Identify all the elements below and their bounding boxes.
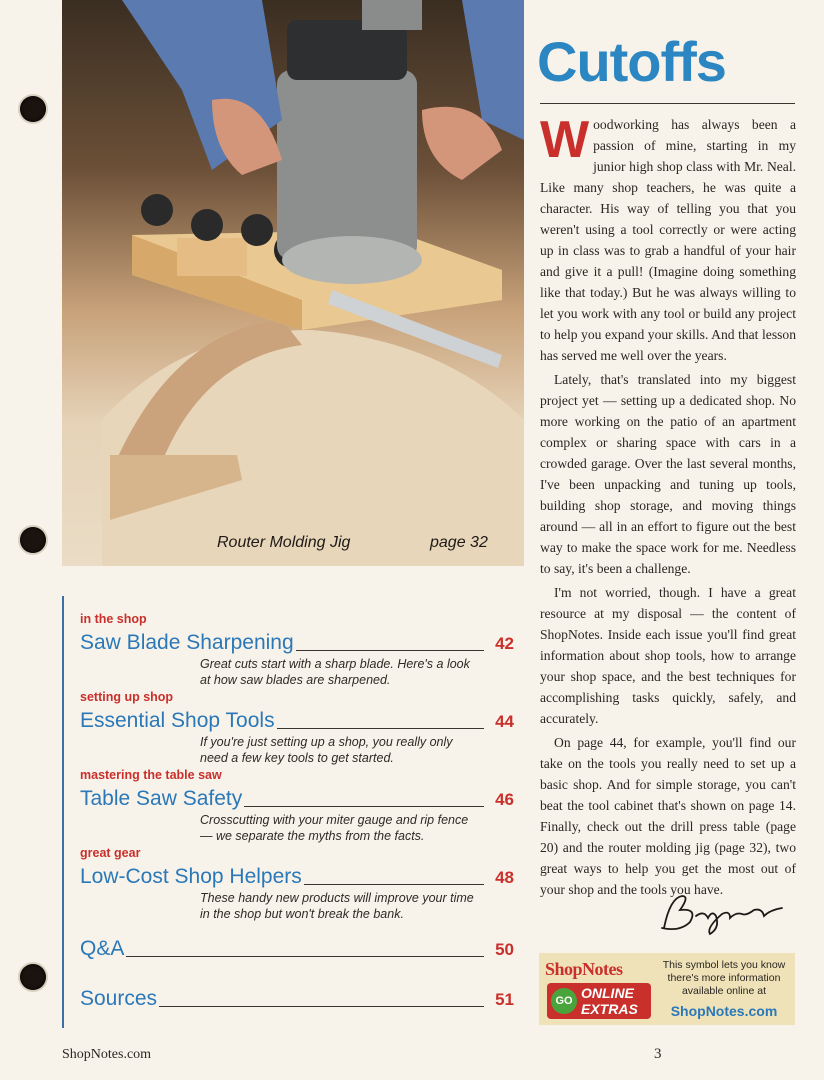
photo-caption-title: Router Molding Jig	[217, 534, 351, 551]
article-paragraph	[540, 111, 796, 366]
extras-note: This symbol lets you know there's more information available online at	[662, 959, 786, 997]
table-of-contents	[62, 596, 514, 1028]
footer-site: ShopNotes.com	[62, 1047, 152, 1062]
editor-signature-image	[650, 888, 790, 938]
drop-cap: W	[540, 111, 590, 169]
toc-entry-q-and-a[interactable]	[80, 932, 514, 962]
toc-description: Crosscutting with your miter gauge and rip fence — we separate the myths from the facts.	[200, 813, 469, 843]
shopnotes-logo: ShopNotes	[545, 959, 623, 979]
photo-caption-page: page 32	[430, 534, 488, 551]
online-extras-box	[539, 953, 795, 1025]
article-paragraph: I'm not worried, though. I have a great resource at my disposal — the content of ShopNotes. Inside each issue you'll find great information about shop tools, how to arrange your shop space, and the best techniques for accomplishing tasks quickly, safely, and accurately.	[540, 585, 796, 726]
toc-entry-low-cost-shop-helpers[interactable]	[80, 846, 514, 922]
toc-entry-table-saw-safety[interactable]	[80, 768, 514, 844]
toc-page: 51	[495, 990, 514, 1009]
go-icon: GO	[551, 988, 577, 1014]
heading-divider	[540, 103, 795, 104]
badge-line-online: ONLINE	[581, 985, 634, 1001]
binder-hole-middle	[20, 527, 46, 553]
page-number: 3	[654, 1046, 662, 1062]
column-heading: Cutoffs	[537, 30, 726, 93]
toc-description: These handy new products will improve your time in the shop but won't break the bank.	[200, 891, 474, 921]
toc-category: setting up shop	[80, 690, 174, 704]
online-extras-badge	[547, 983, 651, 1019]
toc-leader-line	[244, 806, 484, 807]
toc-title: Q&A	[80, 937, 125, 960]
toc-description: Great cuts start with a sharp blade. Here's a look at how saw blades are sharpened.	[200, 657, 470, 687]
toc-page: 42	[495, 634, 514, 653]
toc-title: Table Saw Safety	[80, 787, 243, 810]
toc-title: Low-Cost Shop Helpers	[80, 865, 302, 888]
article-paragraph: Lately, that's translated into my biggest project yet — setting up a dedicated shop. No more working on the patio of an apartment complex or sharing space with cars in a crowded garage. Over the last several months, I've been unpacking and tuning up tools, building shop storage, and moving things around — all in an effort to figure out the best way to make the space work for me. Needless to say, it's been a challenge.	[540, 372, 796, 576]
article-paragraph: On page 44, for example, you'll find our take on the tools you really need to set up a basic shop. And for simple storage, you can't beat the tool cabinet that's shown on page 14. Finally, check out the drill press table (page 20) and the router molding jig (page 32), two great ways to help you get the most out of your shop and the tools you have.	[540, 735, 796, 897]
binder-hole-top	[20, 96, 46, 122]
extras-url-link[interactable]: ShopNotes.com	[670, 1003, 778, 1019]
toc-page: 46	[495, 790, 514, 809]
article-text: oodworking has always been a passion of mine, starting in my junior high shop class with Mr. Neal. Like many shop teachers, he was quite a character. His way of telling you that you weren't using a tool correctly or were acting up in class was to grab a handful of your hair and give it a pull! (Imagine doing something like that today.) But he was always willing to let you work with any tool or build any project to help you expand your skills. And that lesson has served me well over the years.	[540, 117, 796, 363]
toc-category: great gear	[80, 846, 141, 860]
toc-description: If you're just setting up a shop, you really only need a few key tools to get started.	[200, 735, 453, 765]
toc-leader-line	[126, 956, 484, 957]
badge-line-extras: EXTRAS	[581, 1001, 638, 1017]
toc-category: mastering the table saw	[80, 768, 222, 782]
toc-page: 48	[495, 868, 514, 887]
toc-title: Sources	[80, 987, 158, 1010]
toc-entry-sources[interactable]	[80, 982, 514, 1012]
toc-page: 50	[495, 940, 514, 959]
toc-page: 44	[495, 712, 514, 731]
toc-leader-line	[296, 650, 484, 651]
toc-entry-essential-shop-tools[interactable]	[80, 690, 514, 766]
toc-category: in the shop	[80, 612, 147, 626]
toc-title: Essential Shop Tools	[80, 709, 275, 732]
router-jig-illustration	[62, 0, 524, 566]
toc-title: Saw Blade Sharpening	[80, 631, 294, 654]
toc-leader-line	[304, 884, 484, 885]
toc-leader-line	[159, 1006, 484, 1007]
toc-entry-saw-blade-sharpening[interactable]	[80, 612, 514, 688]
binder-hole-bottom	[20, 964, 46, 990]
editor-letter	[540, 111, 796, 903]
router-jig-photo	[62, 0, 524, 566]
toc-leader-line	[277, 728, 484, 729]
